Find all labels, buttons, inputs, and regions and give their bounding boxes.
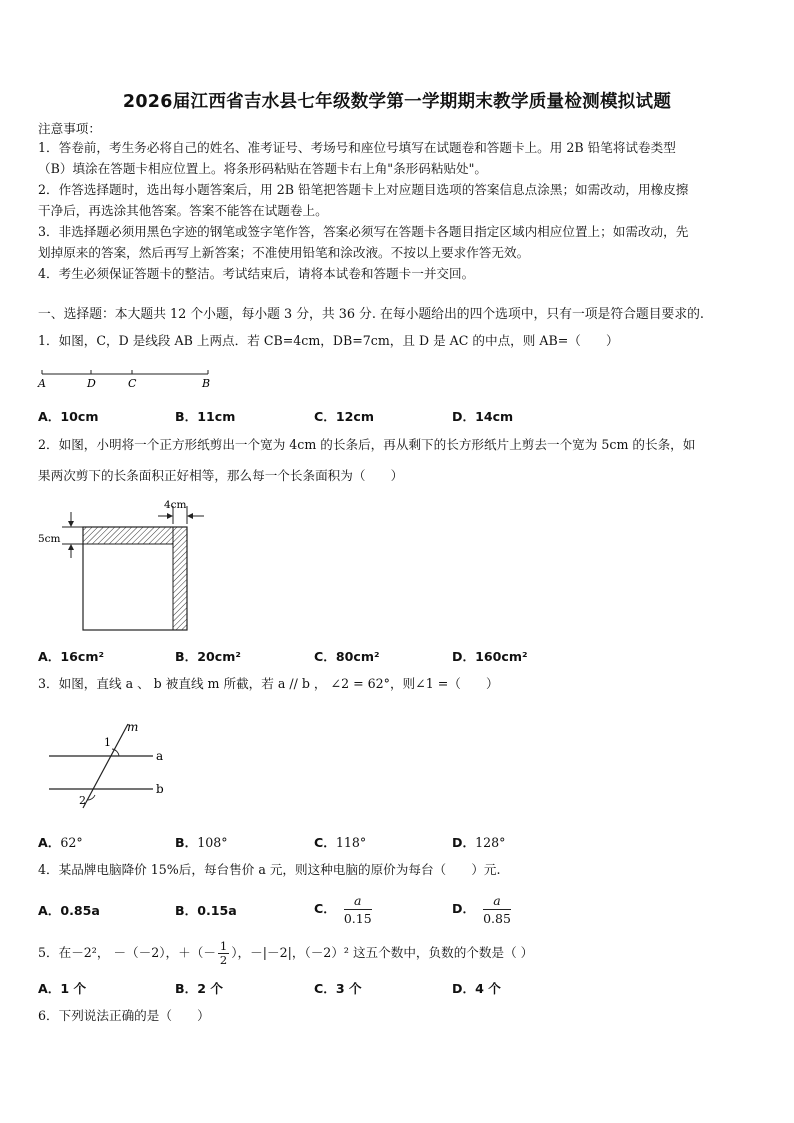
q2-label-4cm: 4cm [164,499,187,511]
q3-parallel-lines-figure [45,718,175,810]
q3-option-d[interactable]: D．128° [452,835,506,850]
q1-label-b: B [202,377,211,390]
q3-options [38,832,758,852]
q3-label-angle-2: 2 [79,794,86,807]
q2-options [38,646,758,666]
q5-options [38,978,758,998]
q3-option-b[interactable]: B．108° [175,835,228,850]
q3-label-a: a [156,749,164,763]
note-2-line-2: 干净后，再选涂其他答案。答案不能答在试题卷上。 [38,203,328,218]
q3-label-angle-1: 1 [104,736,111,749]
q4-option-b[interactable]: B．0.15a [175,903,237,918]
note-2-line-1: 2．作答选择题时，选出每小题答案后，用 2B 铅笔把答题卡上对应题目选项的答案信息点涂黑；如需改动，用橡皮擦 [38,182,689,197]
q1-option-c[interactable]: C．12cm [314,409,374,424]
q5-fraction: $\frac{1}{2}$ [219,939,228,967]
note-3-line-1: 3．非选择题必须用黑色字迹的钢笔或签字笔作答，答案必须写在答题卡各题目指定区域内相应位置上；如需改动，先 [38,224,689,239]
q5-option-a[interactable]: A．1 个 [38,981,87,996]
q4-option-c[interactable]: C． $\frac{a}{0.15}$ [314,893,372,926]
q3-label-m: m [127,720,139,734]
question-4-text: 4．某品牌电脑降价 15%后，每台售价 a 元，则这种电脑的原价为每台（ ）元. [38,862,501,877]
question-6-text: 6．下列说法正确的是（ ） [38,1008,210,1023]
q5-option-d[interactable]: D．4 个 [452,981,501,996]
notes-heading: 注意事项： [38,121,101,136]
q5-option-c[interactable]: C．3 个 [314,981,362,996]
q3-label-b: b [156,782,164,796]
question-1-text: 1．如图，C，D 是线段 AB 上两点．若 CB=4cm，DB=7cm，且 D 是 AC 的中点，则 AB=（ ） [38,333,619,348]
q1-option-b[interactable]: B．11cm [175,409,236,424]
note-1-line-1: 1．答卷前，考生务必将自己的姓名、准考证号、考场号和座位号填写在试题卷和答题卡上。用 2B 铅笔将试卷类型 [38,140,676,155]
q4-option-d[interactable]: D． $\frac{a}{0.85}$ [452,893,511,926]
q2-square-figure [38,496,208,636]
q1-option-a[interactable]: A．10cm [38,409,99,424]
note-1-line-2: （B）填涂在答题卡相应位置上。将条形码粘贴在答题卡右上角"条形码粘贴处"。 [38,161,488,176]
q1-label-a: A [38,377,46,390]
q2-option-b[interactable]: B．20cm² [175,649,241,664]
q1-options [38,406,758,426]
q4-option-d-fraction: $\frac{a}{0.85}$ [483,893,511,926]
q1-label-d: D [87,377,96,390]
q1-segment-figure [38,366,218,390]
q3-option-c[interactable]: C．118° [314,835,367,850]
q2-option-d[interactable]: D．160cm² [452,649,528,664]
q5-option-b[interactable]: B．2 个 [175,981,223,996]
question-2-text-line-1: 2．如图，小明将一个正方形纸剪出一个宽为 4cm 的长条后，再从剩下的长方形纸片上剪去一个宽为 5cm 的长条，如 [38,437,696,452]
note-4: 4．考生必须保证答题卡的整洁。考试结束后，请将本试卷和答题卡一并交回。 [38,266,475,281]
q3-option-a[interactable]: A．62° [38,835,83,850]
question-3-text: 3．如图，直线 a 、 b 被直线 m 所截，若 a // b ， ∠2 = 62°，则∠1 =（ ） [38,676,499,691]
page-title: 2026届江西省吉水县七年级数学第一学期期末教学质量检测模拟试题 [122,92,672,112]
q1-label-c: C [128,377,137,390]
q4-option-a[interactable]: A．0.85a [38,903,100,918]
question-5-text: 5．在－2²， －（－2），＋（－ $\frac{1}{2}$ ），－|－2|，（－2）² 这五个数中，负数的个数是（ ） [38,939,534,967]
note-3-line-2: 划掉原来的答案，然后再写上新答案；不准使用铅笔和涂改液。不按以上要求作答无效。 [38,245,530,260]
q1-option-d[interactable]: D．14cm [452,409,514,424]
q4-options [38,892,758,932]
q4-option-c-fraction: $\frac{a}{0.15}$ [343,893,372,926]
q2-option-c[interactable]: C．80cm² [314,649,380,664]
section-heading: 一、选择题：本大题共 12 个小题，每小题 3 分，共 36 分. 在每小题给出的四个选项中，只有一项是符合题目要求的. [38,307,704,322]
q2-label-5cm: 5cm [38,533,61,545]
q2-option-a[interactable]: A．16cm² [38,649,104,664]
question-2-text-line-2: 果两次剪下的长条面积正好相等，那么每一个长条面积为（ ） [38,468,404,483]
